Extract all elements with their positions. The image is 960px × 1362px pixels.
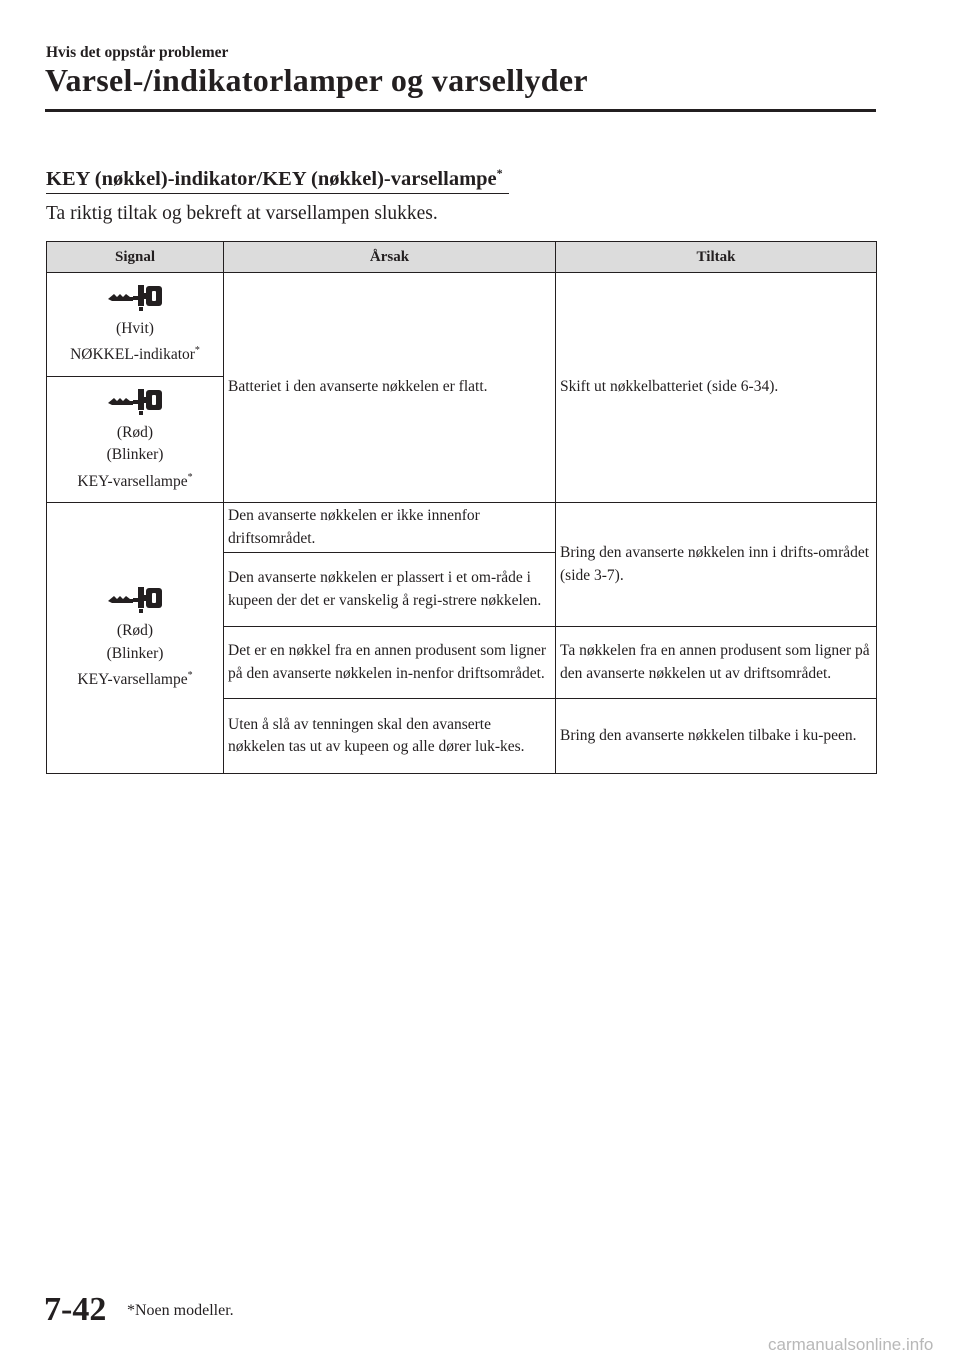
key-indicator-icon (106, 282, 164, 312)
watermark: carmanualsonline.info (768, 1335, 934, 1354)
cause-cell: Den avanserte nøkkelen er ikke innenfor driftsområdet. (224, 503, 556, 553)
intro-text: Ta riktig tiltak og bekreft at varsellampen slukkes. (46, 203, 438, 224)
signal-name-text: KEY-varsellampe (77, 472, 188, 490)
title-rule (45, 109, 876, 112)
header-action: Tiltak (556, 242, 877, 273)
page-title: Varsel-/indikatorlamper og varsellyder (45, 62, 588, 98)
signal-cell (47, 503, 224, 774)
signal-name (49, 665, 221, 692)
cause-cell: Den avanserte nøkkelen er plassert i et om-råde i kupeen der det er vanskelig å regi-strere nøkkelen. (224, 553, 556, 627)
section-title-mark: * (496, 166, 503, 180)
signal-name-mark: * (194, 345, 200, 357)
action-cell: Bring den avanserte nøkkelen tilbake i ku-peen. (556, 699, 877, 774)
cause-cell: Batteriet i den avanserte nøkkelen er flatt. (224, 273, 556, 503)
signal-name-text: NØKKEL-indikator (70, 346, 195, 364)
table-row (47, 503, 877, 553)
chapter-title: Hvis det oppstår problemer (46, 44, 229, 61)
key-warning-icon (106, 584, 164, 614)
signal-name-mark: * (187, 670, 193, 682)
header-cause: Årsak (224, 242, 556, 273)
footnote: *Noen modeller. (127, 1302, 234, 1319)
cause-cell: Det er en nøkkel fra en annen produsent som ligner på den avanserte nøkkelen in-nenfor driftsområdet. (224, 627, 556, 699)
action-cell: Ta nøkkelen fra en annen produsent som ligner på den avanserte nøkkelen ut av driftsområdet. (556, 627, 877, 699)
action-cell: Bring den avanserte nøkkelen inn i drifts-området (side 3-7). (556, 503, 877, 627)
signal-cell (47, 377, 224, 503)
page-number: 7-42 (44, 1291, 107, 1328)
signal-line: (Rød) (116, 622, 154, 640)
signal-line: (Rød) (116, 423, 154, 441)
signal-line: (Hvit) (116, 319, 154, 337)
signal-line: (Blinker) (106, 446, 164, 464)
signal-name-mark: * (187, 471, 193, 483)
signal-name (49, 467, 221, 494)
section-title (46, 166, 509, 194)
section-title-text: KEY (nøkkel)-indikator/KEY (nøkkel)-varsellampe (46, 167, 497, 190)
table-row (47, 273, 877, 377)
signal-cell (47, 273, 224, 377)
warning-table (46, 241, 877, 774)
table-header-row (47, 242, 877, 273)
signal-line: (Blinker) (106, 644, 164, 662)
key-warning-icon (106, 386, 164, 416)
header-signal: Signal (47, 242, 224, 273)
action-cell: Skift ut nøkkelbatteriet (side 6-34). (556, 273, 877, 503)
cause-cell: Uten å slå av tenningen skal den avanserte nøkkelen tas ut av kupeen og alle dører luk-kes. (224, 699, 556, 774)
signal-name-text: KEY-varsellampe (77, 671, 188, 689)
signal-name (49, 340, 221, 367)
